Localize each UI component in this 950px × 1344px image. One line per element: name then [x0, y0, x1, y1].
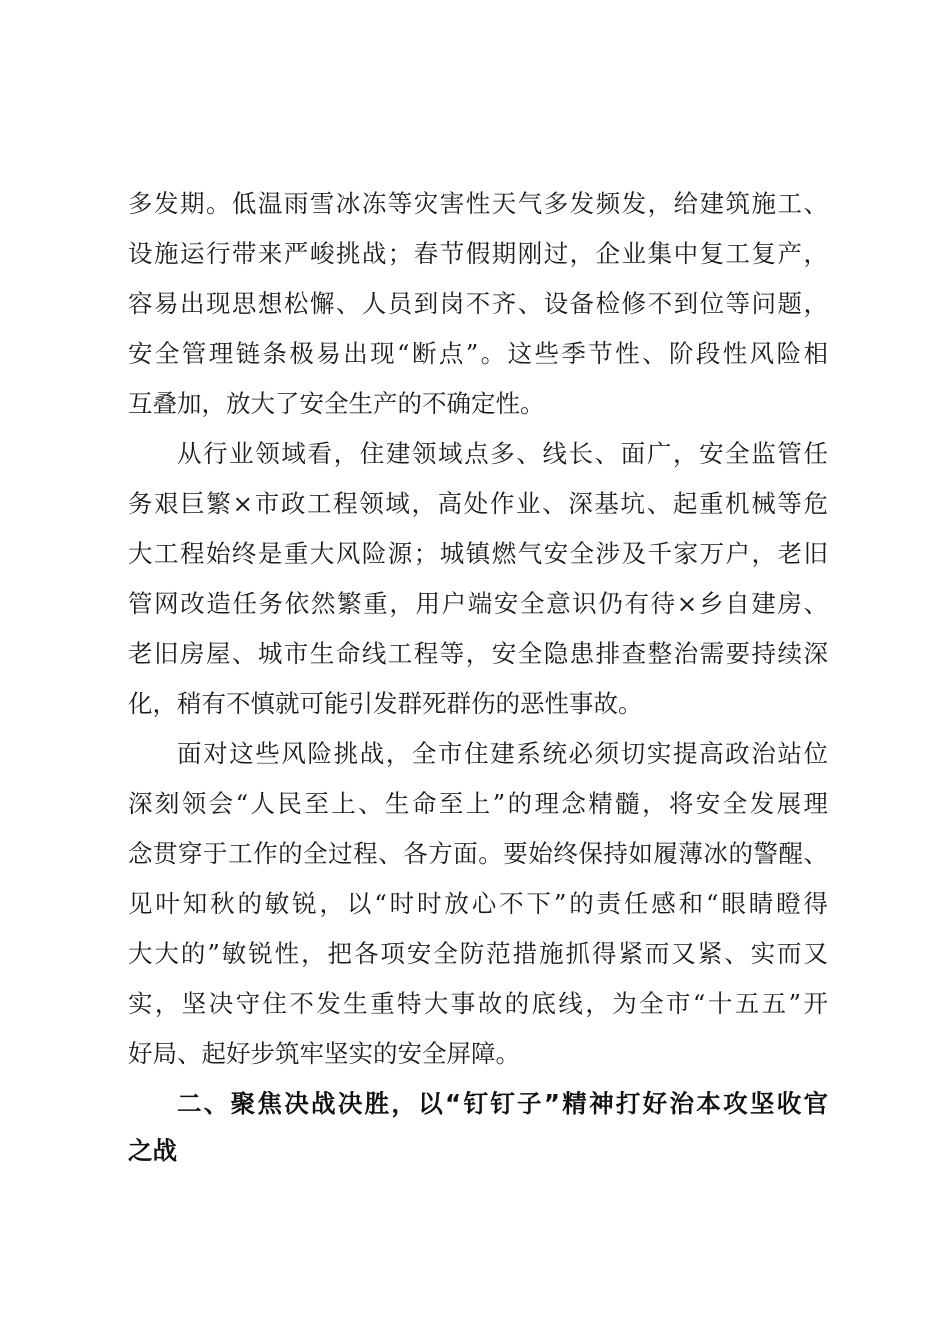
heading-line: 之战 [128, 1136, 177, 1165]
text-line: 管网改造任务依然繁重，用户端安全意识仍有待×乡自建房、 [128, 589, 828, 618]
text-line: 设施运行带来严峻挑战；春节假期刚过，企业集中复工复产， [128, 239, 828, 268]
text-line: 多发期。低温雨雪冰冻等灾害性天气多发频发，给建筑施工、 [128, 189, 828, 218]
text-line: 大大的”敏锐性，把各项安全防范措施抓得紧而又紧、实而又 [128, 939, 828, 968]
text-line: 安全管理链条极易出现“断点”。这些季节性、阶段性风险相 [128, 339, 828, 368]
text-line: 实，坚决守住不发生重特大事故的底线，为全市“十五五”开 [128, 989, 828, 1018]
text-line: 务艰巨繁×市政工程领域，高处作业、深基坑、起重机械等危 [128, 489, 828, 518]
text-line: 念贯穿于工作的全过程、各方面。要始终保持如履薄冰的警醒、 [128, 839, 828, 868]
text-line: 好局、起好步筑牢坚实的安全屏障。 [128, 1039, 520, 1068]
text-line: 见叶知秋的敏锐，以“时时放心不下”的责任感和“眼睛瞪得 [128, 889, 828, 918]
text-line: 互叠加，放大了安全生产的不确定性。 [128, 389, 545, 418]
text-line: 大工程始终是重大风险源；城镇燃气安全涉及千家万户，老旧 [128, 539, 828, 568]
text-line: 老旧房屋、城市生命线工程等，安全隐患排查整治需要持续深 [128, 639, 828, 668]
text-line: 容易出现思想松懈、人员到岗不齐、设备检修不到位等问题， [128, 289, 828, 318]
text-line: 深刻领会“人民至上、生命至上”的理念精髓，将安全发展理 [128, 789, 828, 818]
heading-line: 二、聚焦决战决胜，以“钉钉子”精神打好治本攻坚收官 [177, 1089, 828, 1118]
text-line: 面对这些风险挑战，全市住建系统必须切实提高政治站位 [177, 739, 828, 768]
text-line: 化，稍有不慎就可能引发群死群伤的恶性事故。 [128, 689, 643, 718]
text-line: 从行业领域看，住建领域点多、线长、面广，安全监管任 [177, 439, 828, 468]
